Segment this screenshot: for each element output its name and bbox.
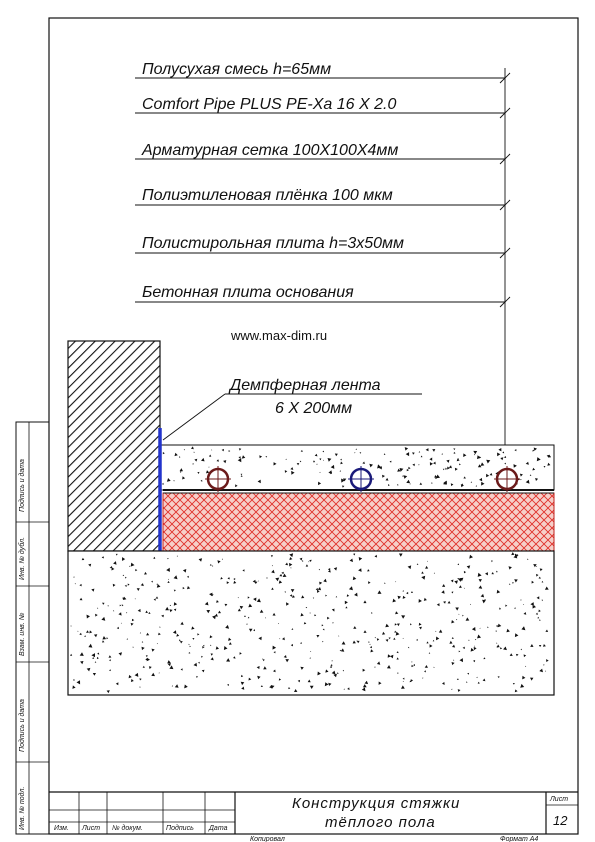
damper-leader	[163, 394, 225, 440]
website-url: www.max-dim.ru	[231, 328, 328, 343]
damper-label-line2: 6 Х 200мм	[275, 400, 353, 417]
concrete-slab	[68, 551, 554, 695]
layer-label: Бетонная плита основания	[142, 284, 354, 301]
layer-label: Полиэтиленовая плёнка 100 мкм	[142, 187, 393, 204]
insulation-layer	[163, 493, 554, 551]
side-label: Подпись и дата	[19, 699, 26, 752]
stamp-col: № докум.	[112, 825, 143, 832]
format-label: Формат А4	[500, 836, 539, 842]
stamp-col: Подпись	[166, 825, 194, 832]
side-stamp	[16, 422, 49, 834]
sheet-number: 12	[553, 813, 568, 828]
stamp-col: Лист	[82, 825, 101, 832]
copied-label: Копировал	[250, 836, 285, 842]
sheet-label: Лист	[550, 796, 569, 803]
side-label: Взам. инв. №	[19, 612, 26, 656]
layer-label: Полистирольная плита h=3x50мм	[142, 235, 404, 252]
wall-section	[68, 341, 160, 551]
side-label: Подпись и дата	[19, 459, 26, 512]
layer-label: Полусухая смесь h=65мм	[142, 61, 332, 78]
damper-label-line1: Демпферная лента	[230, 377, 381, 394]
side-label: Инв. № подл.	[19, 786, 26, 830]
stamp-col: Дата	[209, 825, 228, 832]
stamp-col: Изм.	[54, 825, 69, 832]
drawing-title-line1: Конструкция стяжки	[292, 795, 461, 812]
layer-label: Арматурная сетка 100Х100Х4мм	[142, 142, 399, 159]
drawing-title-line2: тёплого пола	[325, 814, 436, 831]
layer-label: Comfort Pipe PLUS PE-Xa 16 X 2.0	[142, 96, 397, 113]
side-label: Инв. № дубл.	[19, 536, 26, 580]
